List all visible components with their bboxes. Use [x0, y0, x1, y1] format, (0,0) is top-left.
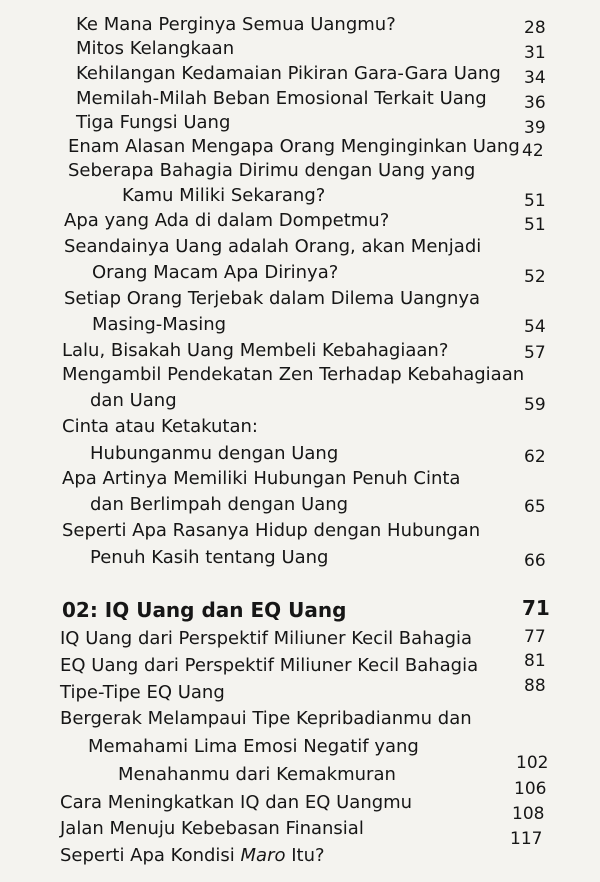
- toc-entry-title: Mitos Kelangkaan: [76, 38, 235, 59]
- toc-entry-continuation: Memahami Lima Emosi Negatif yang: [88, 736, 419, 757]
- toc-entry-page: 81: [524, 651, 546, 671]
- toc-entry-continuation: dan Uang: [90, 390, 177, 411]
- toc-entry-title: Cinta atau Ketakutan:: [62, 416, 258, 437]
- toc-entry-page: 54: [524, 317, 546, 337]
- toc-entry-title: Seperti Apa Rasanya Hidup dengan Hubungan: [62, 520, 481, 541]
- toc-entry-page: 65: [524, 497, 546, 517]
- toc-entry-title: Memilah-Milah Beban Emosional Terkait Uang: [76, 88, 487, 109]
- toc-entry-page: 42: [522, 141, 544, 161]
- toc-entry-page: 117: [510, 829, 543, 849]
- toc-entry-title: Ke Mana Perginya Semua Uangmu?: [76, 14, 396, 35]
- chapter-heading: 02: IQ Uang dan EQ Uang: [62, 598, 347, 622]
- toc-entry-title: Lalu, Bisakah Uang Membeli Kebahagiaan?: [62, 340, 449, 361]
- toc-entry-title: Cara Meningkatkan IQ dan EQ Uangmu: [60, 792, 413, 813]
- toc-entry-title-post: Itu?: [285, 845, 325, 866]
- toc-entry-title: Setiap Orang Terjebak dalam Dilema Uangnya: [64, 288, 481, 309]
- toc-entry-page: 62: [524, 447, 546, 467]
- toc-entry-page: 57: [524, 343, 546, 363]
- toc-entry-continuation: dan Berlimpah dengan Uang: [90, 494, 349, 515]
- toc-entry-page: 31: [524, 43, 546, 63]
- toc-entry-page: 28: [524, 18, 546, 38]
- toc-entry-title: IQ Uang dari Perspektif Miliuner Kecil Bahagia: [60, 628, 473, 649]
- toc-entry-continuation: Masing-Masing: [92, 314, 227, 335]
- toc-entry-page: 52: [524, 267, 546, 287]
- toc-entry-title: Tiga Fungsi Uang: [76, 112, 231, 133]
- toc-entry-title: Apa yang Ada di dalam Dompetmu?: [64, 210, 390, 231]
- toc-entry-page: 66: [524, 551, 546, 571]
- toc-entry-title: Bergerak Melampaui Tipe Kepribadianmu dan: [60, 708, 472, 729]
- toc-entry-continuation: Orang Macam Apa Dirinya?: [92, 262, 339, 283]
- toc-entry-page: 36: [524, 93, 546, 113]
- toc-entry-page: 59: [524, 395, 546, 415]
- toc-entry-page: 106: [514, 779, 547, 799]
- toc-entry-continuation: Kamu Miliki Sekarang?: [122, 185, 326, 206]
- toc-entry-page: 51: [524, 191, 546, 211]
- toc-entry-title-italic: Maro: [240, 845, 286, 866]
- toc-entry-page: 51: [524, 215, 546, 235]
- toc-entry-title: [60, 845, 325, 867]
- toc-entry-title: Jalan Menuju Kebebasan Finansial: [60, 818, 364, 839]
- toc-entry-title: Seandainya Uang adalah Orang, akan Menjadi: [64, 236, 482, 257]
- toc-entry-continuation: Menahanmu dari Kemakmuran: [118, 764, 396, 785]
- chapter-page: 71: [522, 596, 550, 620]
- toc-entry-continuation: Hubunganmu dengan Uang: [90, 443, 339, 464]
- toc-entry-continuation: Penuh Kasih tentang Uang: [90, 547, 329, 568]
- toc-entry-title-pre: Seperti Apa Kondisi: [60, 845, 241, 866]
- toc-entry-page: 108: [512, 804, 545, 824]
- toc-entry-page: 77: [524, 627, 546, 647]
- toc-entry-title: Seberapa Bahagia Dirimu dengan Uang yang: [68, 160, 476, 181]
- toc-entry-page: 39: [524, 118, 546, 138]
- toc-entry-title: Kehilangan Kedamaian Pikiran Gara-Gara Uang: [76, 63, 501, 84]
- toc-entry-title: Mengambil Pendekatan Zen Terhadap Kebahagiaan: [62, 364, 525, 385]
- toc-entry-page: 34: [524, 68, 546, 88]
- toc-entry-title: EQ Uang dari Perspektif Miliuner Kecil Bahagia: [60, 655, 479, 676]
- toc-entry-page: 102: [516, 753, 549, 773]
- toc-entry-title: Tipe-Tipe EQ Uang: [60, 682, 225, 703]
- toc-entry-title: Enam Alasan Mengapa Orang Menginginkan Uang: [68, 136, 520, 157]
- toc-entry-title: Apa Artinya Memiliki Hubungan Penuh Cinta: [62, 468, 461, 489]
- toc-entry-page: 88: [524, 676, 546, 696]
